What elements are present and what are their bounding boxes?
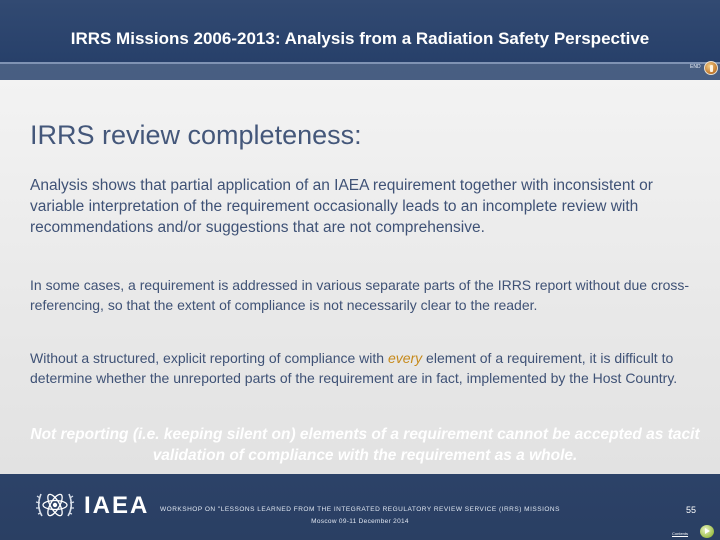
para3-after: element of a requirement, it is difficult to determine whether the unreported parts of the requirement are in fact, implemented by the Host Country. bbox=[30, 350, 678, 386]
conclusion-statement: Not reporting (i.e. keeping silent on) elements of a requirement cannot be accepted as tacit validation of compliance with the requirement as a whole. bbox=[30, 426, 700, 464]
paragraph-cross-referencing: In some cases, a requirement is addressed in various separate parts of the IRRS report without due cross-referencing, so that the extent of compliance is not necessarily clear to the reader. bbox=[30, 277, 690, 313]
iaea-wordmark: IAEA bbox=[84, 492, 150, 519]
paragraph-analysis: Analysis shows that partial application of an IAEA requirement together with inconsistent or variable interpretation of the requirement occasionally leads to an incomplete review with recommendations and/or suggestions that are not comprehensive. bbox=[30, 177, 653, 236]
para3-before: Without a structured, explicit reporting of compliance with bbox=[30, 350, 388, 366]
next-arrow-icon[interactable] bbox=[700, 525, 714, 538]
end-icon[interactable] bbox=[704, 61, 718, 75]
contents-link[interactable]: Contents bbox=[672, 531, 689, 536]
header-bar bbox=[0, 0, 720, 62]
slide-title: IRRS Missions 2006-2013: Analysis from a Radiation Safety Perspective bbox=[70, 29, 650, 48]
paragraph-structured-reporting bbox=[30, 349, 715, 388]
iaea-logo-icon bbox=[32, 482, 78, 530]
workshop-dates: Moscow 09-11 December 2014 bbox=[311, 518, 409, 525]
end-label[interactable]: END bbox=[690, 64, 701, 70]
section-title: IRRS review completeness: bbox=[30, 120, 362, 150]
workshop-title: WORKSHOP ON "LESSONS LEARNED FROM THE INTEGRATED REGULATORY REVIEW SERVICE (IRRS) MISSIONS bbox=[160, 506, 560, 513]
header-divider bbox=[0, 62, 720, 64]
emphasis-every: every bbox=[387, 350, 423, 366]
page-number: 55 bbox=[686, 505, 697, 515]
